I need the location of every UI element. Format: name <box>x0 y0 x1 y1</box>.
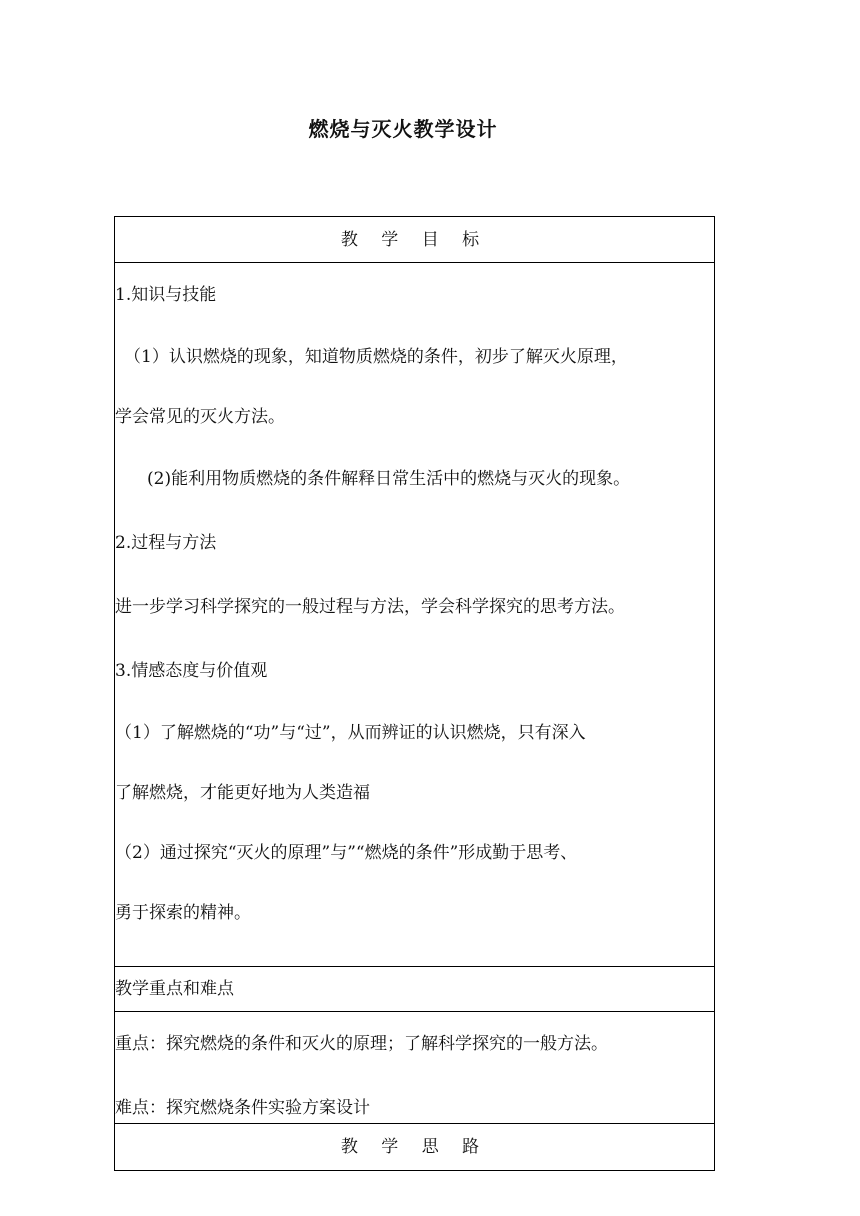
goal-heading-emotion-values: 3.情感态度与价值观 <box>115 661 268 681</box>
teaching-goals-cell <box>115 263 714 967</box>
goal-knowledge-item-1: （1）认识燃烧的现象，知道物质燃烧的条件，初步了解灭火原理， 学会常见的灭火方法。 <box>115 347 628 427</box>
section-header-teaching-goals: 教 学 目 标 <box>115 217 714 263</box>
lesson-plan-table <box>114 216 715 1171</box>
goal-heading-knowledge-skills: 1.知识与技能 <box>115 285 217 305</box>
goal-process-text: 进一步学习科学探究的一般过程与方法，学会科学探究的思考方法。 <box>115 597 625 617</box>
key-difficult-points-cell <box>115 1012 714 1124</box>
goal-emotion-item-1: （1）了解燃烧的“功”与“过”，从而辨证的认识燃烧，只有深入 了解燃烧，才能更好地为人类造福 <box>115 723 586 803</box>
document-title: 燃烧与灭火教学设计 <box>308 117 498 141</box>
goal-heading-process-method: 2.过程与方法 <box>115 533 217 553</box>
goal-knowledge-item-2: (2)能利用物质燃烧的条件解释日常生活中的燃烧与灭火的现象。 <box>147 469 631 489</box>
section-header-teaching-approach: 教 学 思 路 <box>340 1137 489 1157</box>
goal-emotion-item-2: （2）通过探究“灭火的原理”与”“燃烧的条件”形成勤于思考、 勇于探索的精神。 <box>115 843 578 923</box>
key-point-text: 重点：探究燃烧的条件和灭火的原理；了解科学探究的一般方法。 <box>115 1034 608 1054</box>
section-header-key-difficult-points: 教学重点和难点 <box>115 967 714 1012</box>
difficulty-text: 难点：探究燃烧条件实验方案设计 <box>115 1098 370 1118</box>
